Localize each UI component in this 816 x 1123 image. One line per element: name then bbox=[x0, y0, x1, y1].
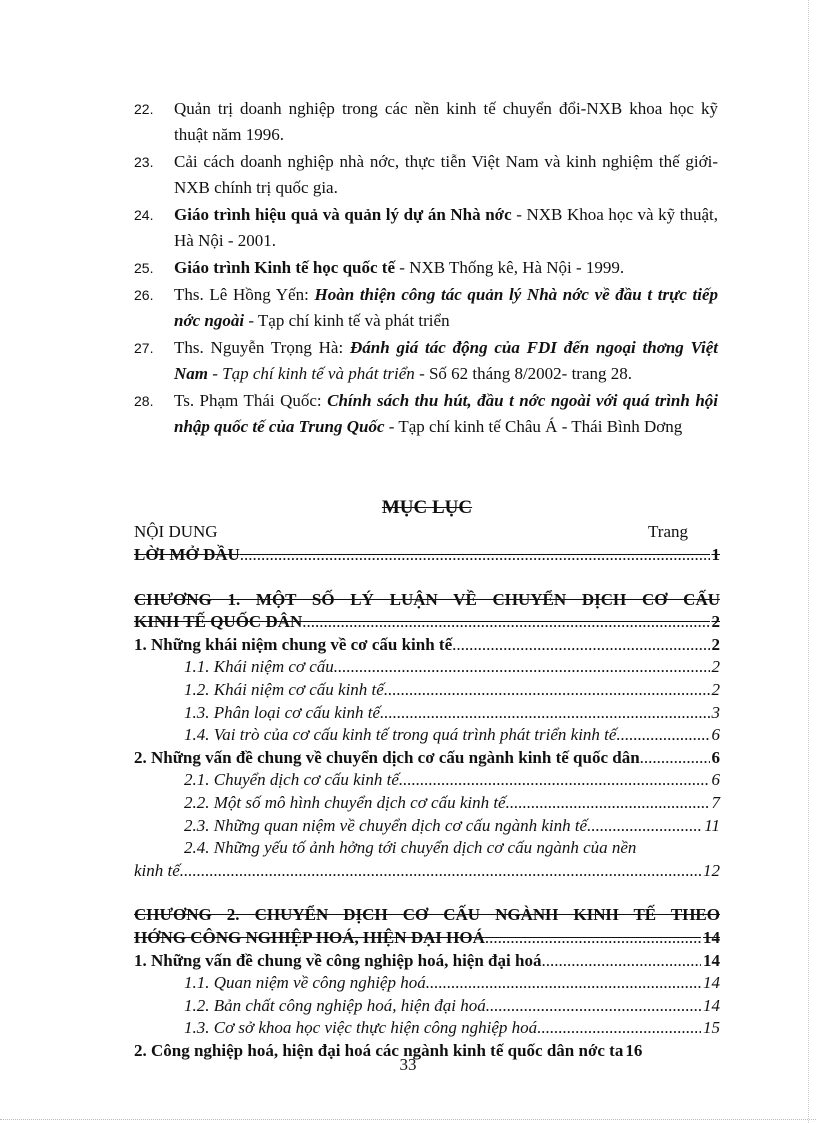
toc-entry-c2-s1-2[interactable]: 1.2. Bản chất công nghiệp hoá, hiện đại hoá ..... 14 bbox=[134, 995, 720, 1018]
toc-entry-c1-s2-2[interactable]: 2.2. Một số mô hình chuyển dịch cơ cấu kinh tế ..... 7 bbox=[134, 792, 720, 815]
reference-text bbox=[174, 335, 718, 387]
reference-text bbox=[174, 388, 718, 440]
toc-entry-c1-s2-3[interactable]: 2.3. Những quan niệm về chuyển dịch cơ cấu ngành kinh tế ..... 11 bbox=[134, 815, 720, 838]
toc-entry-c1-s2-4[interactable]: 2.4. Những yếu tố ảnh hởng tới chuyển dịch cơ cấu ngành của nền kinh tế ..... 12 bbox=[134, 837, 720, 882]
toc-entry-chapter-1[interactable]: CHƯƠNG 1. MỘT SỐ LÝ LUẬN VỀ CHUYỂN DỊCH CƠ CẤU KINH TẾ QUỐC DÂN ..... 2 bbox=[134, 589, 720, 634]
reference-number: 25. bbox=[134, 260, 154, 276]
toc-entry-c2-s1[interactable]: 1. Những vấn đề chung về công nghiệp hoá, hiện đại hoá ..... 14 bbox=[134, 950, 720, 973]
toc-entry-c1-s1[interactable]: 1. Những khái niệm chung về cơ cấu kinh tế ..... 2 bbox=[134, 634, 720, 657]
reference-item bbox=[134, 388, 718, 440]
reference-number: 26. bbox=[134, 287, 154, 303]
reference-text-part: Giáo trình hiệu quả và quản lý dự án Nhà nớc bbox=[174, 205, 512, 224]
reference-text-part: - NXB Thống kê, Hà Nội - 1999. bbox=[395, 258, 625, 277]
toc-entry-c2-s1-1[interactable]: 1.1. Quan niệm về công nghiệp hoá ..... 14 bbox=[134, 972, 720, 995]
reference-text-part: Đánh giá tác động của FDI đến ngoại thơng Việt Nam bbox=[174, 338, 718, 383]
reference-item bbox=[134, 96, 718, 148]
toc-title: MỤC LỤC bbox=[381, 497, 473, 518]
table-of-contents bbox=[134, 496, 720, 1062]
toc-entry-c1-s1-4[interactable]: 1.4. Vai trò của cơ cấu kinh tế trong quá trình phát triển kinh tế ..... 6 bbox=[134, 724, 720, 747]
toc-entry-c2-s1-3[interactable]: 1.3. Cơ sở khoa học việc thực hiện công nghiệp hoá ..... 15 bbox=[134, 1017, 720, 1040]
reference-number: 27. bbox=[134, 340, 154, 356]
reference-text-part: Hoàn thiện công tác quản lý Nhà nớc về đầu t trực tiếp nớc ngoài bbox=[174, 285, 718, 330]
reference-text-part: Ths. Nguyễn Trọng Hà: bbox=[174, 338, 350, 357]
reference-text bbox=[174, 255, 718, 281]
toc-entry-c2-s2[interactable]: 2. Công nghiệp hoá, hiện đại hoá các ngành kinh tế quốc dân nớc ta 16 bbox=[134, 1040, 643, 1060]
reference-list bbox=[134, 96, 718, 441]
reference-text-part: Giáo trình Kinh tế học quốc tế bbox=[174, 258, 396, 277]
reference-item bbox=[134, 149, 718, 201]
toc-entry-c1-s1-1[interactable]: 1.1. Khái niệm cơ cấu ..... 2 bbox=[134, 656, 720, 679]
reference-number: 23. bbox=[134, 154, 154, 170]
reference-text-part: - bbox=[208, 364, 223, 383]
reference-text-part: Cải cách doanh nghiệp nhà nớc, thực tiễn Việt Nam và kinh nghiệm thế giới-NXB chính trị quốc gia. bbox=[174, 152, 718, 197]
reference-text-part: Chính sách thu hút, đầu t nớc ngoài với quá trình hội nhập quốc tế của Trung Quốc bbox=[174, 391, 718, 436]
reference-text bbox=[174, 282, 718, 334]
reference-item bbox=[134, 255, 718, 281]
reference-text-part: Ts. Phạm Thái Quốc: bbox=[174, 391, 328, 410]
toc-entry-intro[interactable]: LỜI MỞ ĐẦU ..... 1 bbox=[134, 544, 720, 567]
reference-item bbox=[134, 202, 718, 254]
toc-entry-c1-s2[interactable]: 2. Những vấn đề chung về chuyển dịch cơ cấu ngành kinh tế quốc dân ..... 6 bbox=[134, 747, 720, 770]
toc-header-content: NỘI DUNG bbox=[134, 522, 218, 541]
reference-text bbox=[174, 149, 718, 201]
reference-text-part: - Tạp chí kinh tế và phát triển bbox=[244, 311, 450, 330]
reference-item bbox=[134, 282, 718, 334]
toc-entry-c1-s1-3[interactable]: 1.3. Phân loại cơ cấu kinh tế ..... 3 bbox=[134, 702, 720, 725]
reference-number: 28. bbox=[134, 393, 154, 409]
reference-text bbox=[174, 96, 718, 148]
page-number: 33 bbox=[399, 1055, 417, 1074]
reference-text-part: - Tạp chí kinh tế Châu Á - Thái Bình Dơng bbox=[384, 417, 683, 436]
reference-number: 24. bbox=[134, 207, 154, 223]
reference-text-part: - Số 62 tháng 8/2002- trang 28. bbox=[414, 364, 633, 383]
reference-text-part: Ths. Lê Hồng Yến: bbox=[174, 285, 315, 304]
reference-text-part: Quản trị doanh nghiệp trong các nền kinh tế chuyển đổi-NXB khoa học kỹ thuật năm 1996. bbox=[174, 99, 718, 144]
reference-text bbox=[174, 202, 718, 254]
toc-header bbox=[134, 520, 720, 544]
reference-number: 22. bbox=[134, 101, 154, 117]
reference-item bbox=[134, 335, 718, 387]
page-right-border bbox=[808, 0, 809, 1123]
page-bottom-border bbox=[0, 1119, 816, 1120]
toc-entry-c1-s2-1[interactable]: 2.1. Chuyển dịch cơ cấu kinh tế ..... 6 bbox=[134, 769, 720, 792]
toc-entry-c1-s1-2[interactable]: 1.2. Khái niệm cơ cấu kinh tế ..... 2 bbox=[134, 679, 720, 702]
reference-text-part: Tạp chí kinh tế và phát triển bbox=[222, 364, 415, 383]
reference-text-part: - NXB Khoa học và kỹ thuật, Hà Nội - 2001. bbox=[174, 205, 718, 250]
toc-entry-chapter-2[interactable]: CHƯƠNG 2. CHUYỂN DỊCH CƠ CẤU NGÀNH KINH TẾ THEO HỚNG CÔNG NGHIỆP HOÁ, HIỆN ĐẠI HOÁ ..... 14 bbox=[134, 904, 720, 949]
toc-header-page: Trang bbox=[648, 522, 688, 541]
